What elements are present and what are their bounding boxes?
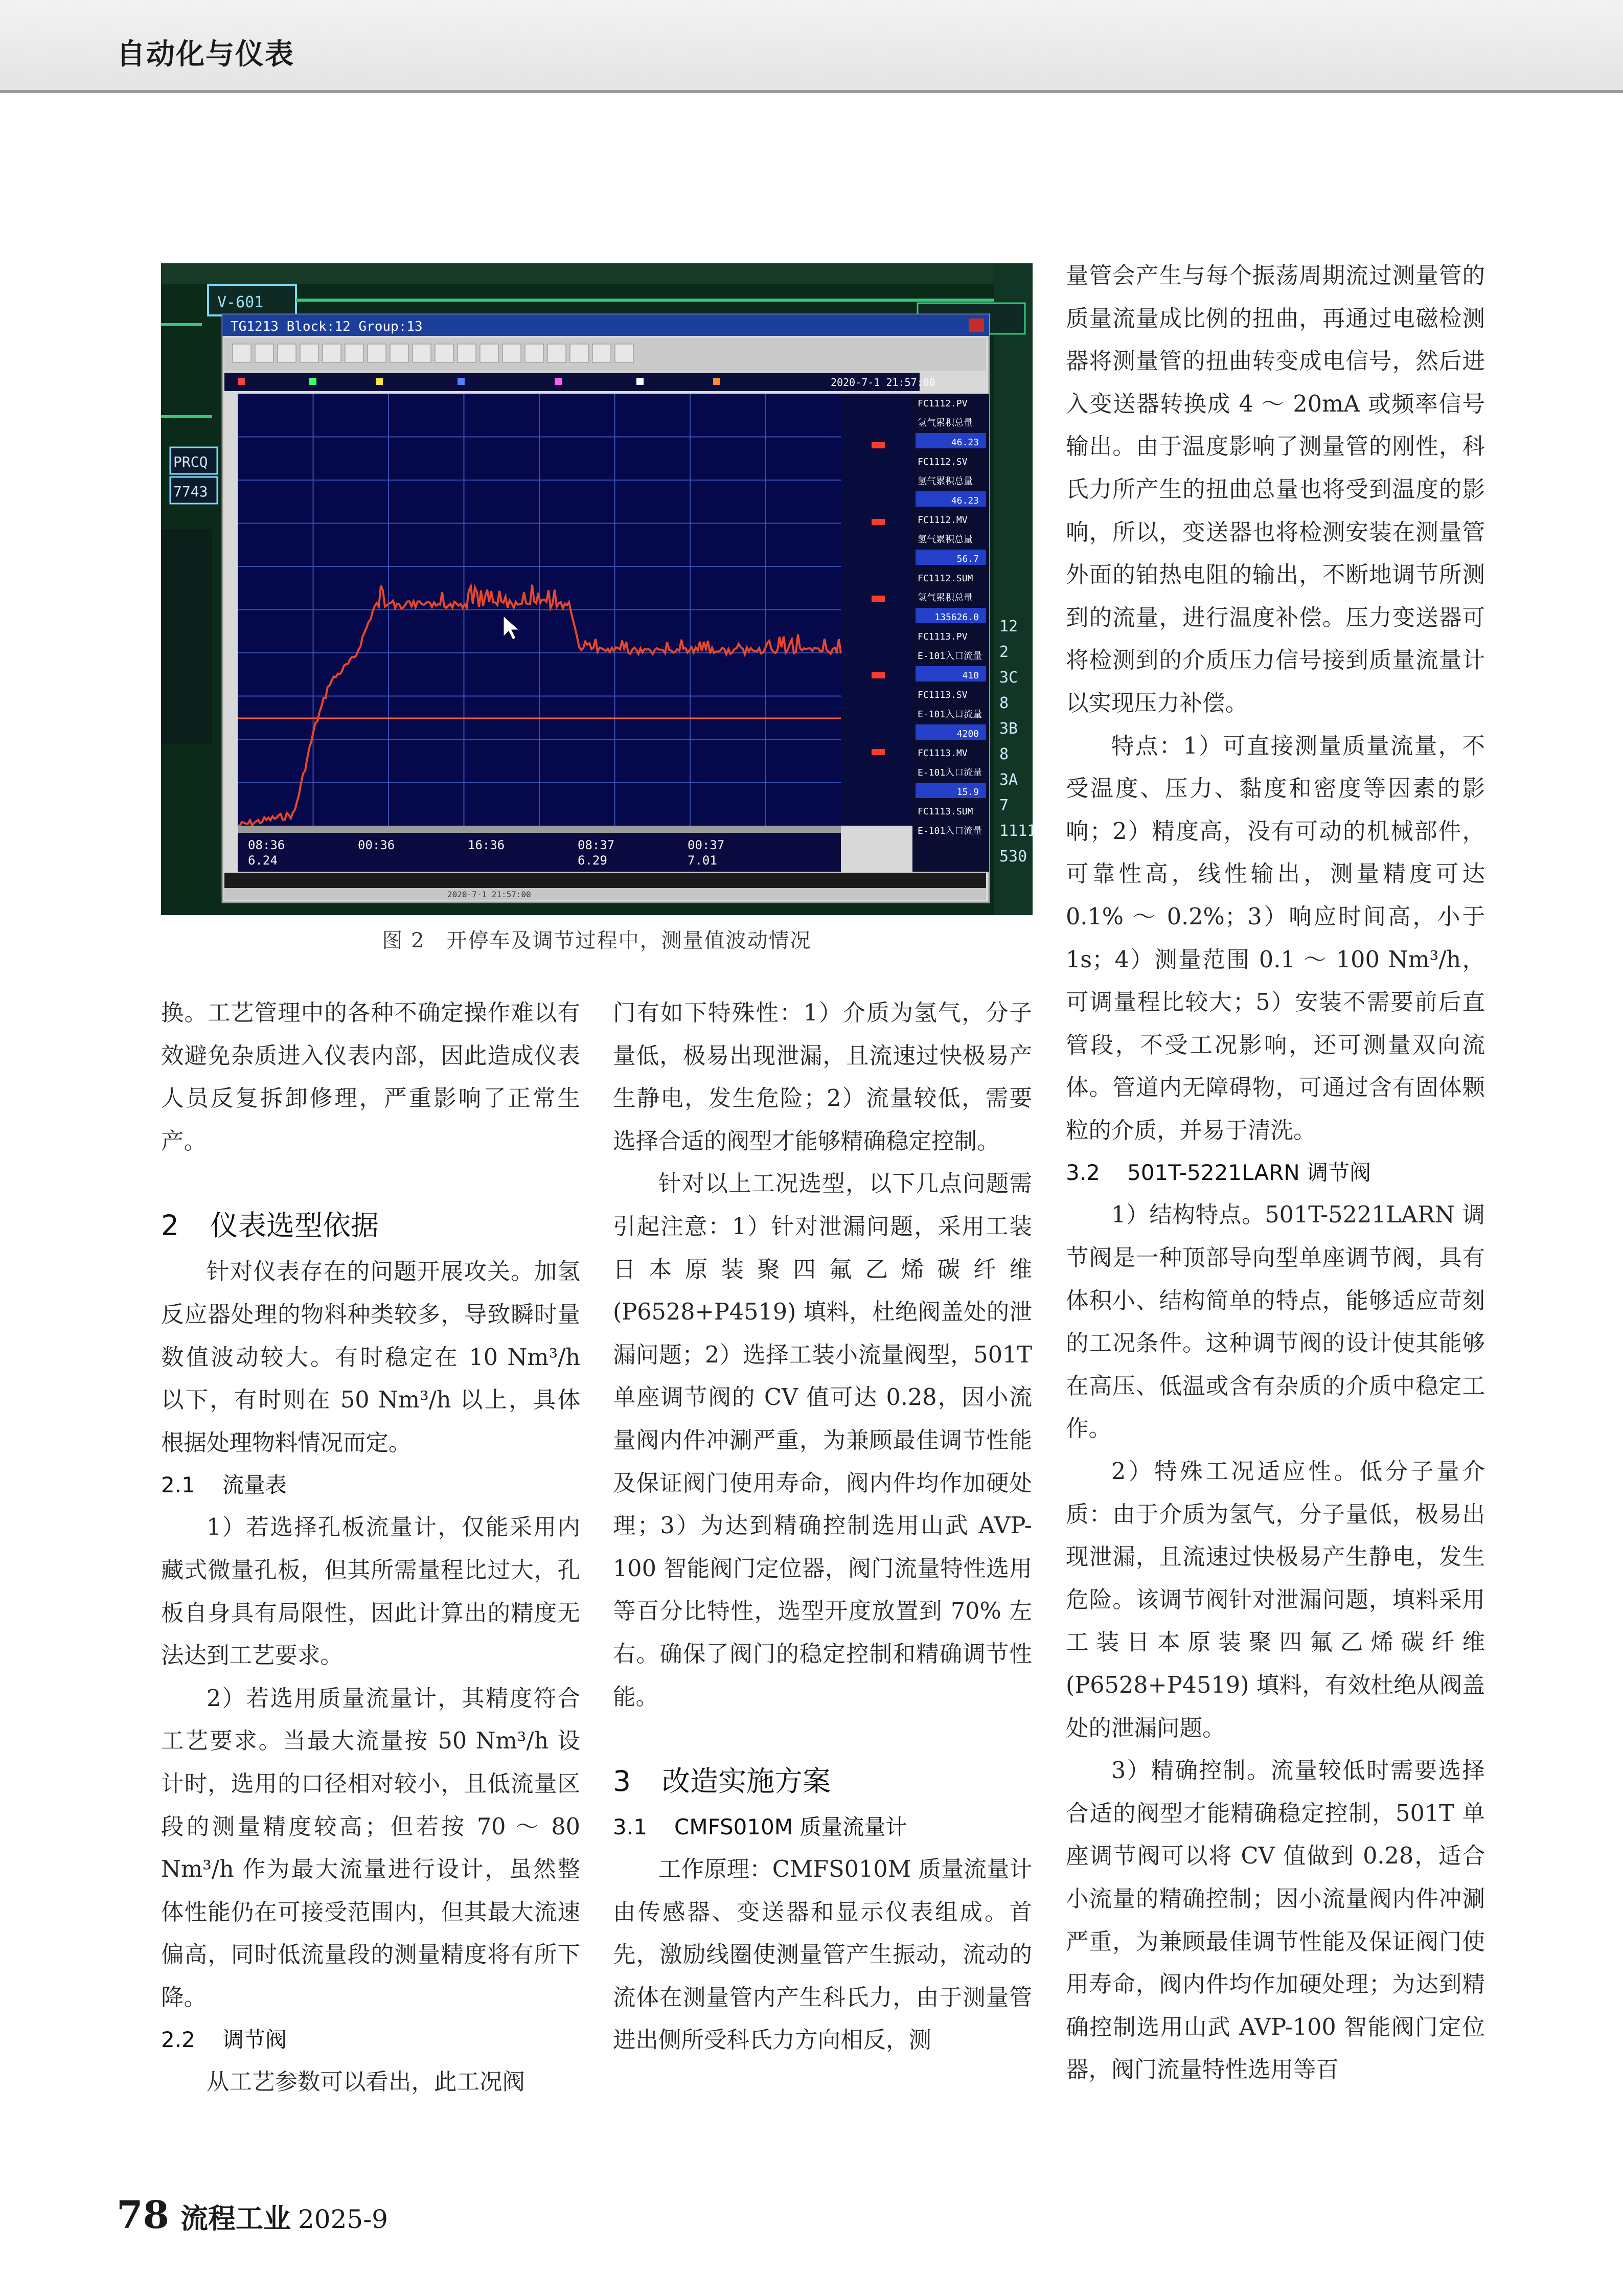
date-tick-label: 6.24 <box>248 853 278 868</box>
tag-value: 4200 <box>956 729 979 739</box>
subsection-heading <box>161 1464 580 1506</box>
date-tick-label: 7.01 <box>688 853 717 868</box>
figure-caption: 图 2 开停车及调节过程中，测量值波动情况 <box>382 929 812 952</box>
tag-label: FC1112.SV <box>918 457 968 467</box>
edge-label: 8 <box>999 694 1009 712</box>
edge-label: 3C <box>999 669 1018 687</box>
tag-value: 15.9 <box>956 787 979 798</box>
paragraph: 换。工艺管理中的各种不确定操作难以有效避免杂质进入仪表内部，因此造成仪表人员反复拆卸修理，严重影响了正常生产。 <box>161 1000 580 1154</box>
section-spacer <box>613 1718 1032 1756</box>
tag-label: FC1113.PV <box>918 631 968 642</box>
tag-label: E-101入口流量 <box>918 651 982 662</box>
time-tick-label: 16:36 <box>468 838 505 852</box>
running-header <box>0 0 1623 93</box>
heading-text: 流量表 <box>222 1472 287 1498</box>
tag-label: 氢气累积总量 <box>918 418 973 428</box>
tag-value: 135626.0 <box>934 612 979 623</box>
time-tick-label: 08:36 <box>248 838 285 852</box>
tag-label: FC1113.MV <box>918 748 968 759</box>
tag-label: FC1113.SUM <box>918 806 973 817</box>
heading-number: 2.2 <box>161 2027 195 2053</box>
time-tick-label: 00:36 <box>358 838 395 852</box>
tag-label: 氢气累积总量 <box>918 534 973 545</box>
tag-label: E-101入口流量 <box>918 826 982 836</box>
time-tick-label: 00:37 <box>688 838 725 852</box>
trend-timestamp: 2020-7-1 21:57:00 <box>831 376 935 389</box>
subsection-heading <box>613 1806 1032 1848</box>
heading-text: 改造实施方案 <box>662 1765 831 1798</box>
tag-label: FC1112.MV <box>918 515 968 526</box>
heading-number: 3.1 <box>613 1814 647 1840</box>
paragraph: 特点：1）可直接测量质量流量，不受温度、压力、黏度和密度等因素的影响；2）精度高，没有可动的机械部件，可靠性高，线性输出，测量精度可达 0.1% ～ 0.2%；3）响应时间高，小于 1s；4）测量范围 0.1 ～ 100 Nm³/h，可调量程比较大；5）安装不需要前后直管段，不受工况影响，还可测量双向流体。管道内无障碍物，可通过含有固体颗粒的介质，并易于清洗。 <box>1066 733 1485 1144</box>
edge-label: 2 <box>999 643 1009 661</box>
paragraph: 2）若选用质量流量计，其精度符合工艺要求。当最大流量按 50 Nm³/h 设计时，选用的口径相对较小，且低流量区段的测量精度较高；但若按 70 ～ 80 Nm³/h 作为最大流量进行设计，虽然整体性能仍在可接受范围内，但其最大流速偏高，同时低流量段的测量精度将有所下降。 <box>161 1685 580 2011</box>
edge-label: 530 <box>999 848 1027 866</box>
heading-number: 2 <box>161 1209 179 1242</box>
side-tag-1: PRCQ <box>173 453 208 470</box>
text-column-left <box>161 992 580 2104</box>
tag-label: 氢气累积总量 <box>918 476 973 487</box>
section-heading <box>613 1756 1032 1806</box>
subsection-heading <box>1066 1152 1485 1194</box>
paragraph: 1）若选择孔板流量计，仅能采用内藏式微量孔板，但其所需量程比过大，孔板自身具有局限性，因此计算出的精度无法达到工艺要求。 <box>161 1514 580 1669</box>
page-footer <box>117 2193 388 2237</box>
heading-text: 仪表选型依据 <box>210 1209 379 1242</box>
heading-number: 2.1 <box>161 1472 195 1498</box>
paragraph: 针对仪表存在的问题开展攻关。加氢反应器处理的物料种类较多，导致瞬时量数值波动较大。有时稳定在 10 Nm³/h 以下，有时则在 50 Nm³/h 以上，具体根据处理物料情况而定。 <box>161 1259 580 1456</box>
dcs-screen-photo <box>161 263 1037 915</box>
heading-number: 3.2 <box>1066 1160 1100 1186</box>
window-title: TG1213 Block:12 Group:13 <box>231 319 423 334</box>
tag-label: FC1112.PV <box>918 398 968 409</box>
paragraph: 工作原理：CMFS010M 质量流量计由传感器、变送器和显示仪表组成。首先，激励线圈使测量管产生振动，流动的流体在测量管内产生科氏力，由于测量管进出侧所受科氏力方向相反，测 <box>613 1856 1032 2054</box>
issue-number: 2025-9 <box>298 2204 388 2234</box>
paragraph: 针对以上工况选型，以下几点问题需引起注意：1）针对泄漏问题，采用工装日本原装聚四氟乙烯碳纤维 (P6528+P4519) 填料，杜绝阀盖处的泄漏问题；2）选择工装小流量阀型，501T 单座调节阀的 CV 值可达 0.28，因小流量阀内件冲涮严重，为兼顾最佳调节性能及保证阀门使用寿命，阀内件均作加硬处理；3）为达到精确控制选用山武 AVP-100 智能阀门定位器，阀门流量特性选用等百分比特性，选型开度放置到 70% 左右。确保了阀门的稳定控制和精确调节性能。 <box>613 1171 1032 1710</box>
heading-text: 调节阀 <box>222 2027 287 2053</box>
edge-label: 1111 <box>999 822 1037 840</box>
date-tick-label: 6.29 <box>578 853 607 868</box>
figure-dcs-trend-photo <box>161 263 1037 915</box>
section-heading <box>161 1200 580 1251</box>
tag-value: 56.7 <box>956 554 979 564</box>
tag-label: FC1112.SUM <box>918 573 973 584</box>
side-tag-2: 7743 <box>173 483 208 500</box>
text-column-middle <box>613 992 1032 2062</box>
time-tick-label: 08:37 <box>578 838 615 852</box>
tag-value: 46.23 <box>951 437 979 448</box>
edge-label: 8 <box>999 745 1009 763</box>
vessel-tag: V-601 <box>217 293 264 311</box>
section-title: 自动化与仪表 <box>117 38 294 71</box>
edge-label: 12 <box>999 618 1018 635</box>
journal-name: 流程工业 <box>180 2202 291 2235</box>
status-text: 2020-7-1 21:57:00 <box>447 890 531 899</box>
heading-text: CMFS010M 质量流量计 <box>674 1814 907 1840</box>
section-spacer <box>161 1163 580 1200</box>
tag-label: FC1113.SV <box>918 690 968 700</box>
tag-label: E-101入口流量 <box>918 767 982 778</box>
tag-label: 氢气累积总量 <box>918 593 973 603</box>
text-column-right <box>1066 255 1485 2092</box>
edge-label: 7 <box>999 797 1009 814</box>
tag-value: 46.23 <box>951 495 979 506</box>
page-number: 78 <box>117 2193 169 2237</box>
paragraph: 从工艺参数可以看出，此工况阀 <box>207 2069 525 2096</box>
paragraph: 2）特殊工况适应性。低分子量介质：由于介质为氢气，分子量低，极易出现泄漏，且流速过快极易产生静电，发生危险。该调节阀针对泄漏问题，填料采用工装日本原装聚四氟乙烯碳纤维 (P6528+P4519) 填料，有效杜绝从阀盖处的泄漏问题。 <box>1066 1459 1485 1741</box>
paragraph: 门有如下特殊性：1）介质为氢气，分子量低，极易出现泄漏，且流速过快极易产生静电，发生危险；2）流量较低，需要选择合适的阀型才能够精确稳定控制。 <box>613 1000 1032 1154</box>
tag-label: E-101入口流量 <box>918 709 982 720</box>
edge-label: 3A <box>999 771 1018 789</box>
paragraph: 量管会产生与每个振荡周期流过测量管的质量流量成比例的扭曲，再通过电磁检测器将测量管的扭曲转变成电信号，然后进入变送器转换成 4 ～ 20mA 或频率信号输出。由于温度影响了测量管的刚性，科氏力所产生的扭曲总量也将受到温度的影响，所以，变送器也将检测安装在测量管外面的铂热电阻的输出，不断地调节所测到的流量，进行温度补偿。压力变送器可将检测到的介质压力信号接到质量流量计以实现压力补偿。 <box>1066 263 1485 716</box>
paragraph: 3）精确控制。流量较低时需要选择合适的阀型才能精确稳定控制，501T 单座调节阀可以将 CV 值做到 0.28，适合小流量的精确控制；因小流量阀内件冲涮严重，为兼顾最佳调节性能及保证阀门使用寿命，阀内件均作加硬处理；为达到精确控制选用山武 AVP-100 智能阀门定位器，阀门流量特性选用等百 <box>1066 1758 1485 2083</box>
window-close-icon <box>969 319 984 332</box>
heading-text: 501T-5221LARN 调节阀 <box>1127 1160 1371 1186</box>
heading-number: 3 <box>613 1765 631 1798</box>
tag-value: 410 <box>962 670 979 681</box>
subsection-heading <box>161 2019 580 2061</box>
edge-label: 3B <box>999 720 1018 738</box>
paragraph: 1）结构特点。501T-5221LARN 调节阀是一种顶部导向型单座调节阀，具有体积小、结构简单的特点，能够适应苛刻的工况条件。这种调节阀的设计使其能够在高压、低温或含有杂质的介质中稳定工作。 <box>1066 1202 1485 1442</box>
